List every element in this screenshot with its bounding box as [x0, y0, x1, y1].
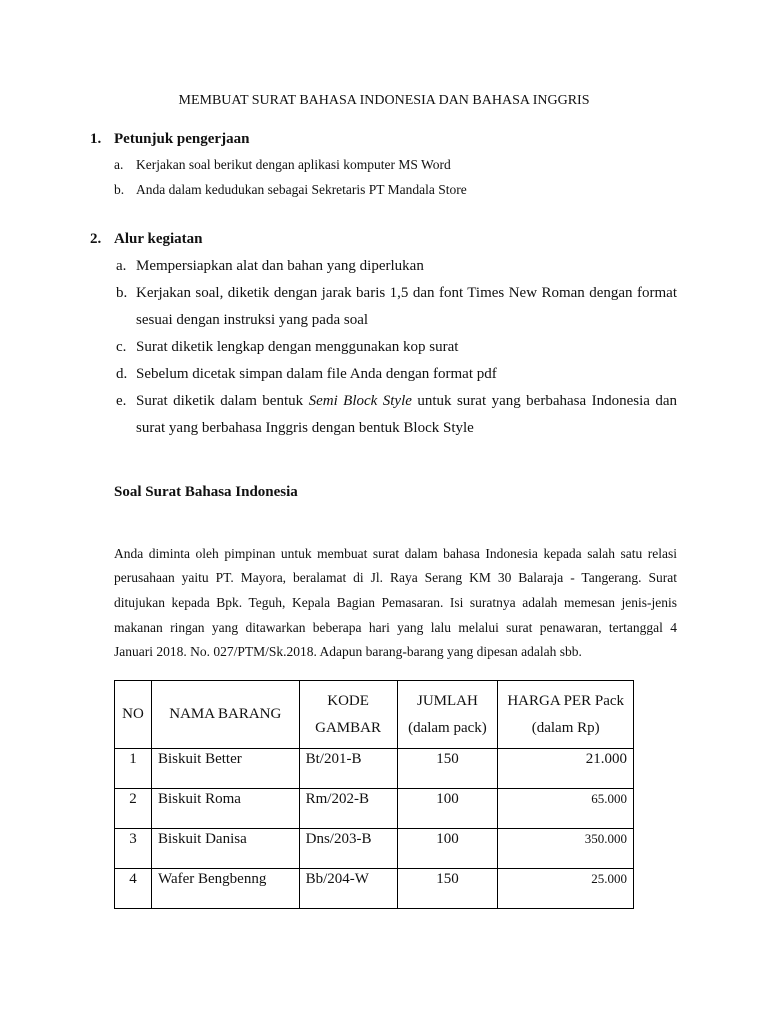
cell-harga: 25.000	[498, 869, 634, 909]
table-row	[115, 749, 634, 789]
header-kode-line2: GAMBAR	[315, 719, 381, 736]
section-1-item-a-text: Kerjakan soal berikut dengan aplikasi komputer MS Word	[136, 157, 451, 172]
table-row	[115, 789, 634, 829]
cell-harga: 350.000	[498, 829, 634, 869]
cell-jumlah: 150	[397, 749, 498, 789]
section-1-item-b-text: Anda dalam kedudukan sebagai Sekretaris PT Mandala Store	[136, 182, 467, 197]
cell-jumlah: 150	[397, 869, 498, 909]
cell-kode-gambar: Bt/201-B	[299, 749, 397, 789]
soal-paragraph-line-3: ditujukan kepada Bpk. Teguh, Kepala Bagian Pemasaran. Isi suratnya adalah memesan jenis-jenis	[114, 595, 677, 610]
section-2-item-d-text: Sebelum dicetak simpan dalam file Anda dengan format pdf	[136, 366, 497, 382]
cell-harga: 65.000	[498, 789, 634, 829]
items-table	[114, 680, 634, 909]
cell-no: 3	[115, 829, 152, 869]
cell-nama-barang: Biskuit Roma	[151, 789, 299, 829]
section-1-item-a-marker: a.	[114, 157, 124, 172]
header-harga-line2: (dalam Rp)	[531, 719, 600, 736]
table-row	[115, 869, 634, 909]
section-2-item-b-marker: b.	[116, 285, 128, 301]
section-2-item-e-line2: surat yang berbahasa Inggris dengan bentuk Block Style	[136, 420, 474, 436]
header-jumlah	[397, 681, 498, 749]
cell-kode-gambar: Rm/202-B	[299, 789, 397, 829]
section-2-number: 2.	[90, 231, 102, 247]
cell-nama-barang: Biskuit Danisa	[151, 829, 299, 869]
section-2-item-e-post: untuk surat yang berbahasa Indonesia dan	[411, 393, 677, 409]
section-2-item-b-line2: sesuai dengan instruksi yang pada soal	[136, 312, 369, 328]
soal-paragraph-line-1: Anda diminta oleh pimpinan untuk membuat surat dalam bahasa Indonesia kepada salah satu relasi	[114, 546, 677, 561]
section-2-heading: Alur kegiatan	[114, 231, 203, 247]
soal-paragraph-line-5: Januari 2018. No. 027/PTM/Sk.2018. Adapun barang-barang yang dipesan adalah sbb.	[114, 644, 582, 659]
page-title: MEMBUAT SURAT BAHASA INDONESIA DAN BAHASA INGGRIS	[178, 93, 590, 108]
section-1-item-b-marker: b.	[114, 182, 125, 197]
soal-paragraph-line-2: perusahaan yaitu PT. Mayora, beralamat di Jl. Raya Serang KM 30 Balaraja - Tangerang. Surat	[114, 570, 677, 585]
cell-jumlah: 100	[397, 789, 498, 829]
header-nama-barang: NAMA BARANG	[151, 681, 299, 749]
cell-kode-gambar: Dns/203-B	[299, 829, 397, 869]
section-2-item-e-emphasis: Semi Block Style	[308, 393, 412, 409]
section-2-item-a-marker: a.	[116, 258, 127, 274]
header-no: NO	[115, 681, 152, 749]
header-kode-gambar	[299, 681, 397, 749]
section-1-number: 1.	[90, 131, 102, 147]
section-2-item-e-pre: Surat diketik dalam bentuk	[136, 393, 309, 409]
cell-nama-barang: Wafer Bengbenng	[151, 869, 299, 909]
section-1-heading: Petunjuk pengerjaan	[114, 131, 250, 147]
cell-no: 4	[115, 869, 152, 909]
header-jumlah-line1: JUMLAH	[417, 692, 478, 709]
header-kode-line1: KODE	[327, 692, 369, 709]
table-row	[115, 829, 634, 869]
header-harga	[498, 681, 634, 749]
header-harga-line1: HARGA PER Pack	[507, 692, 625, 709]
section-2-item-e-line1	[136, 393, 677, 410]
cell-no: 2	[115, 789, 152, 829]
section-2-item-b-line1: Kerjakan soal, diketik dengan jarak baris 1,5 dan font Times New Roman dengan format	[136, 285, 677, 301]
cell-jumlah: 100	[397, 829, 498, 869]
cell-harga: 21.000	[498, 749, 634, 789]
soal-heading: Soal Surat Bahasa Indonesia	[114, 484, 298, 500]
header-jumlah-line2: (dalam pack)	[408, 719, 487, 736]
soal-paragraph-line-4: makanan ringan yang ditawarkan beberapa hari yang lalu melalui surat penawaran, tertanggal 4	[114, 620, 677, 635]
section-2-item-e-marker: e.	[116, 393, 127, 409]
table-header-row	[115, 681, 634, 749]
section-2-item-c-marker: c.	[116, 339, 127, 355]
section-2-item-c-text: Surat diketik lengkap dengan menggunakan kop surat	[136, 339, 459, 355]
section-2-item-a-text: Mempersiapkan alat dan bahan yang diperlukan	[136, 258, 424, 274]
cell-nama-barang: Biskuit Better	[151, 749, 299, 789]
cell-kode-gambar: Bb/204-W	[299, 869, 397, 909]
section-2-item-d-marker: d.	[116, 366, 128, 382]
cell-no: 1	[115, 749, 152, 789]
